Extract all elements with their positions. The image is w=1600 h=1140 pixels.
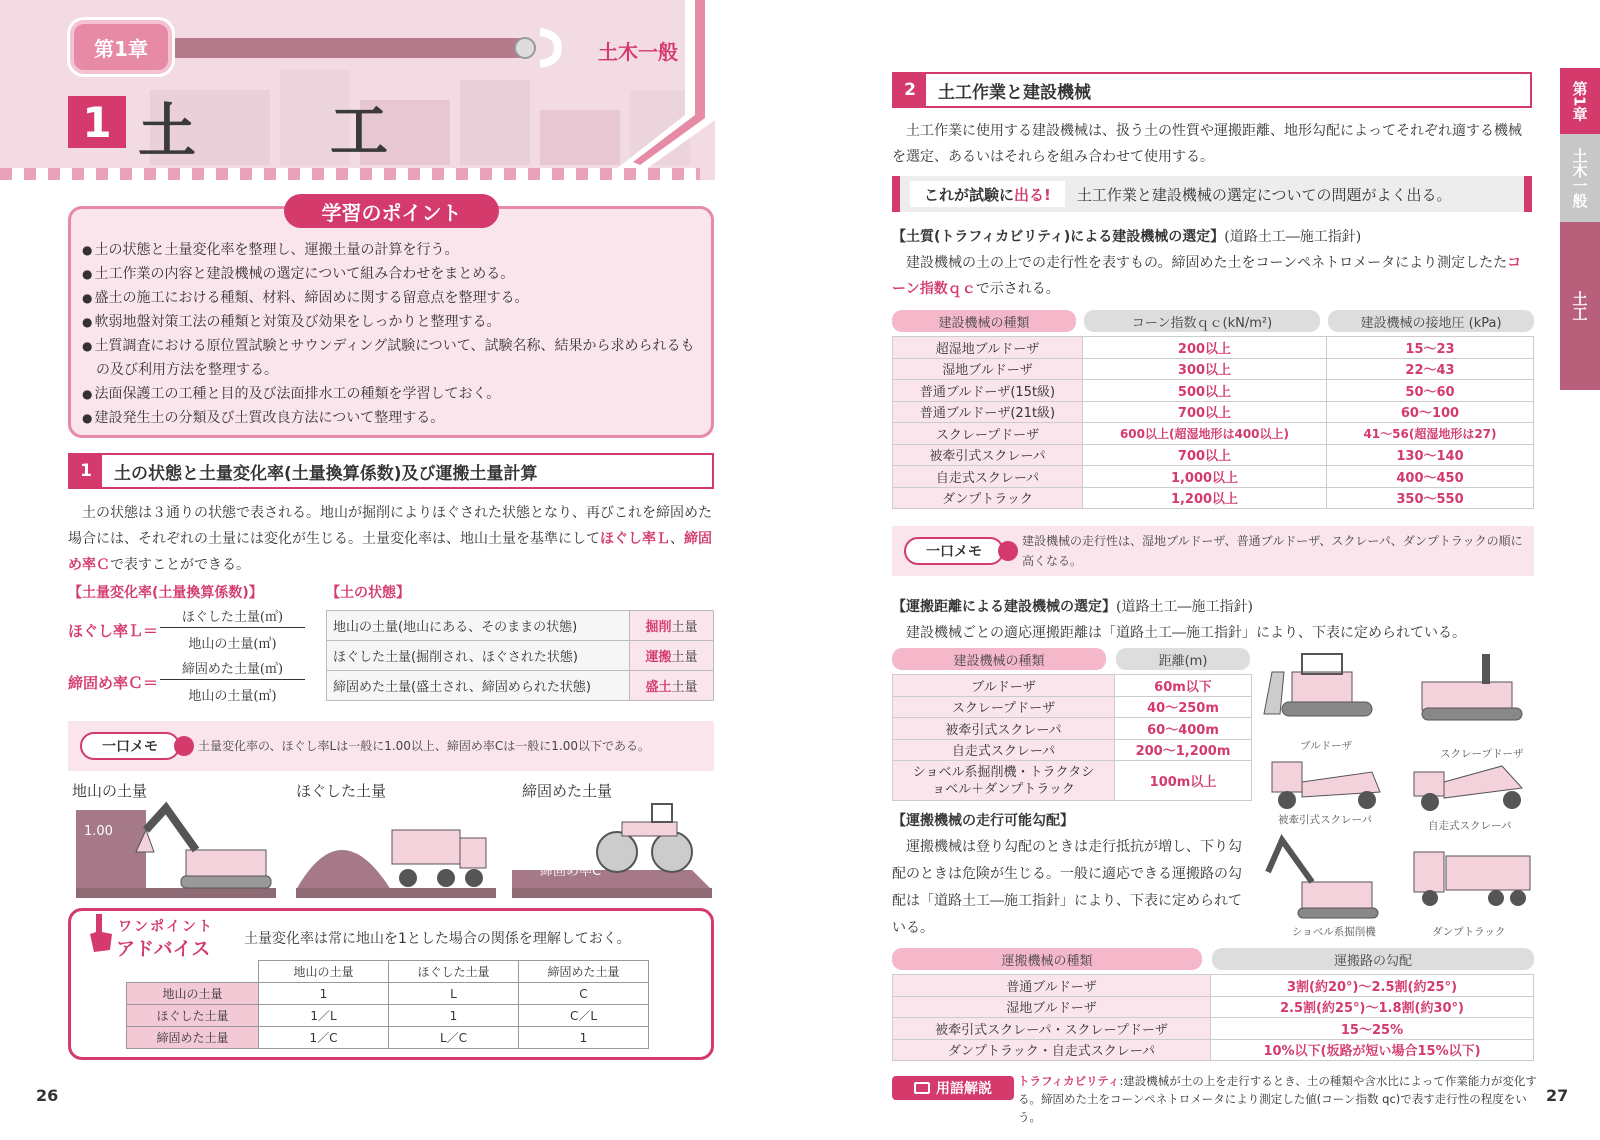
table-row: 普通ブルドーザ(21t級) 700以上 60～100 (893, 401, 1534, 423)
point-item: ● 法面保護工の工種と目的及び法面排水工の種類を学習しておく。 (82, 382, 707, 406)
exam-text: 土工作業と建設機械の選定についての問題がよく出る。 (1076, 185, 1452, 204)
connector-icon (512, 26, 562, 72)
table-row: 被牽引式スクレーパ 700以上 130～140 (893, 444, 1534, 466)
point-item: ● 盛土の施工における種類、材料、締固めに関する留意点を整理する。 (82, 286, 707, 310)
table-row: ダンプトラック 1,200以上 350～550 (893, 487, 1534, 509)
book-icon (914, 1082, 930, 1094)
ratio-heading: 【土量変化率(土量換算係数)】 (68, 585, 263, 601)
table-row: スクレープドーザ 600以上(超湿地形は400以上) 41～56(超湿地形は27) (893, 423, 1534, 445)
excavator-icon (1268, 840, 1378, 918)
state-key: 運搬土量 (630, 641, 714, 671)
slope-table (892, 974, 1534, 1061)
state-key: 掘削土量 (630, 611, 714, 641)
distance-col-dist: 距離(m) (1116, 648, 1250, 670)
distance-table (892, 674, 1252, 801)
chapter-label: 第1章 (70, 20, 172, 74)
machine-label: 被牽引式スクレーパ (1278, 814, 1372, 826)
state-desc: 締固めた土量(盛土され、締固められた状態) (327, 671, 630, 701)
side-tab-category: 土木一般 (1560, 134, 1600, 222)
ratio-l-denominator: 地山の土量(㎥) (188, 637, 277, 652)
exam-tag: これが試験に 出る! (910, 181, 1065, 207)
table-row: 被牽引式スクレーパ・スクレープドーザ 15～25% (893, 1018, 1534, 1040)
distance-col-type: 建設機械の種類 (892, 648, 1106, 670)
machine-illustrations (1262, 652, 1542, 942)
highlight-cone-index: コーン指数ｑｃ (892, 255, 1522, 297)
ratio-c-label: 締固め率Ｃ＝ (68, 674, 159, 692)
table-row: ショベル系掘削機・トラクタショベル＋ダンプトラック 100m以上 (893, 761, 1252, 801)
page-number-left: 26 (36, 1086, 59, 1105)
table-row (327, 671, 714, 701)
memo-tag: 一口メモ (80, 732, 180, 760)
state-desc: 地山の土量(地山にある、そのままの状態) (327, 611, 630, 641)
pointing-hand-icon (86, 912, 116, 954)
highlight-loosening-ratio: ほぐし率Ｌ (600, 531, 670, 547)
advice-tag-top: ワンポイント (118, 919, 214, 935)
memo-text: 土量変化率の、ほぐし率Lは一般に1.00以上、締固め率Cは一般に1.00以下である。 (198, 739, 651, 753)
scrapedozer-icon (1422, 654, 1522, 720)
ratio-c-numerator: 締固めた土量(㎥) (160, 658, 305, 680)
table-row (327, 611, 714, 641)
point-item: ● 軟弱地盤対策工法の種類と対策及び効果をしっかりと整理する。 (82, 310, 707, 334)
row-label: 地山の土量 (127, 983, 259, 1005)
soil-state-table (326, 610, 714, 701)
illus-title-compacted: 締固めた土量 (522, 782, 613, 800)
glossary-text: トラフィカビリティ:建設機械が土の上を走行するとき、土の種類や含水比によって作業能力が変化する。締固めた土をコーンペネトロメータにより測定した値(コーン指数 qc)で表す走行性の程度をいう。 (1018, 1074, 1537, 1124)
machine-label: ダンプトラック (1432, 926, 1506, 938)
table-row (127, 961, 649, 983)
side-tab-topic: 土工 (1560, 222, 1600, 390)
section1-heading (68, 453, 714, 489)
machine-label: ショベル系掘削機 (1292, 926, 1376, 938)
point-item: ● 土質調査における原位置試験とサウンディング試験について、試験名称、結果から求められるもの及び利用方法を整理する。 (82, 334, 707, 382)
illus-label-loose: ほぐし率L (315, 838, 375, 853)
column-header: 地山の土量 (259, 961, 389, 983)
traffic-col-type: 建設機械の種類 (892, 310, 1076, 332)
table-row: 自走式スクレーパ 200～1,200m (893, 739, 1252, 761)
machine-label: スクレープドーザ (1440, 748, 1524, 760)
section1-title: 土の状態と土量変化率(土量換算係数)及び運搬土量計算 (114, 463, 538, 484)
dump-truck-icon (1414, 852, 1530, 906)
page-number-right: 27 (1546, 1086, 1569, 1105)
section2-title: 土工作業と建設機械 (938, 82, 1091, 103)
traffic-paragraph: 建設機械の土の上での走行性を表すもの。締固めた土をコーンペネトロメータにより測定したたコーン指数ｑｃで示される。 (892, 255, 1522, 297)
category-title: 土木一般 (598, 40, 678, 64)
traffic-col-pressure: 建設機械の接地圧 (kPa) (1328, 310, 1534, 332)
state-key: 盛土土量 (630, 671, 714, 701)
learning-points-title: 学習のポイント (284, 194, 499, 228)
table-row (327, 641, 714, 671)
table-row: スクレープドーザ 40～250m (893, 696, 1252, 718)
distance-paragraph: 建設機械ごとの適応運搬距離は「道路土工―施工指針」により、下表に定められている。 (906, 625, 1466, 641)
table-row: ブルドーザ 60m以下 (893, 675, 1252, 697)
table-row: 普通ブルドーザ(15t級) 500以上 50～60 (893, 380, 1534, 402)
table-row: 湿地ブルドーザ 2.5割(約25°)～1.8割(約30°) (893, 996, 1534, 1018)
traffic-table (892, 336, 1534, 509)
bulldozer-icon (1264, 654, 1372, 716)
table-row: 超湿地ブルドーザ 200以上 15～23 (893, 337, 1534, 359)
state-desc: ほぐした土量(掘削され、ほぐされた状態) (327, 641, 630, 671)
table-row: 自走式スクレーパ 1,000以上 400～450 (893, 466, 1534, 488)
point-item: ● 土の状態と土量変化率を整理し、運搬土量の計算を行う。 (82, 238, 707, 262)
table-row: 地山の土量 1 L C (127, 983, 649, 1005)
row-label: ほぐした土量 (127, 1005, 259, 1027)
illus-title-ground: 地山の土量 (72, 782, 148, 800)
memo-box (68, 721, 714, 771)
advice-tag-bottom: アドバイス (116, 938, 211, 960)
roller-illustration (512, 800, 712, 898)
memo-text: 建設機械の走行性は、湿地ブルドーザ、普通ブルドーザ、スクレーパ、ダンプトラックの順に高くなる。 (1022, 534, 1523, 568)
slope-col-type: 運搬機械の種類 (892, 948, 1202, 970)
motor-scraper-icon (1414, 766, 1522, 811)
section2-intro: 土工作業に使用する建設機械は、扱う土の性質や運搬距離、地形勾配によってそれぞれ適する機械を選定、あるいはそれらを組み合わせて使用する。 (892, 123, 1522, 165)
point-item: ● 建設発生土の分類及び土質改良方法について整理する。 (82, 406, 707, 430)
slope-paragraph: 運搬機械は登り勾配のときは走行抵抗が増し、下り勾配のときは危険が生じる。一般に適応できる運搬路の勾配は「道路土工―施工指針」により、下表に定められている。 (892, 839, 1242, 936)
learning-points-list (82, 238, 707, 430)
illus-label-ground: 1.00 (84, 824, 113, 839)
excavator-illustration (76, 800, 276, 898)
chapter-bar (170, 38, 530, 58)
section1-number: 1 (70, 455, 102, 487)
glossary-tag: 用語解説 (892, 1076, 1014, 1100)
table-row: ほぐした土量 1／L 1 C／L (127, 1005, 649, 1027)
slope-heading: 【運搬機械の走行可能勾配】 (892, 813, 1074, 829)
memo-tag: 一口メモ (904, 537, 1004, 565)
section2-heading (892, 72, 1532, 108)
column-header: 締固めた土量 (519, 961, 649, 983)
traffic-col-cone: コーン指数ｑｃ(kN/m²) (1084, 310, 1320, 332)
state-heading: 【土の状態】 (326, 585, 410, 601)
advice-table (126, 960, 649, 1049)
checker-border (0, 168, 700, 180)
illus-label-compacted: 締固め率C (540, 864, 602, 879)
column-header: ほぐした土量 (389, 961, 519, 983)
table-row: ダンプトラック・自走式スクレーパ 10%以下(坂路が短い場合15%以下) (893, 1039, 1534, 1061)
distance-heading: 【運搬距離による建設機械の選定】(道路土工―施工指針) (892, 599, 1253, 615)
machine-label: ブルドーザ (1300, 740, 1353, 752)
ratio-l-label: ほぐし率Ｌ＝ (68, 622, 159, 640)
ratio-c-denominator: 地山の土量(㎥) (188, 689, 277, 704)
memo-box-right (892, 526, 1534, 576)
machine-label: 自走式スクレーパ (1428, 820, 1512, 832)
section-number: 1 (68, 96, 126, 148)
row-label: 締固めた土量 (127, 1027, 259, 1049)
towed-scraper-icon (1272, 762, 1380, 809)
advice-text: 土量変化率は常に地山を1とした場合の関係を理解しておく。 (244, 931, 631, 947)
section2-number: 2 (894, 74, 926, 106)
illus-title-loose: ほぐした土量 (296, 782, 387, 800)
table-row: 締固めた土量 1／C L／C 1 (127, 1027, 649, 1049)
point-item: ● 土工作業の内容と建設機械の選定について組み合わせをまとめる。 (82, 262, 707, 286)
ratio-l-numerator: ほぐした土量(㎥) (160, 606, 305, 628)
page-title: 土 工 (138, 97, 427, 165)
section1-paragraph: 土の状態は３通りの状態で表される。地山が掘削によりほぐされた状態となり、再びこれを締固めた場合には、それぞれの土量には変化が生じる。土量変化率は、地山土量を基準にしてほぐし率Ｌ、締固め率Ｃで表すことができる。 (68, 505, 712, 573)
highlight-compaction-ratio: 締固め率Ｃ (68, 531, 712, 573)
side-tab-chapter: 第1章 (1560, 68, 1600, 134)
exam-band (892, 176, 1532, 212)
table-row: 被牽引式スクレーパ 60～400m (893, 718, 1252, 740)
table-row: 普通ブルドーザ 3割(約20°)～2.5割(約25°) (893, 975, 1534, 997)
traffic-heading: 【土質(トラフィカビリティ)による建設機械の選定】(道路土工―施工指針) (892, 229, 1362, 245)
table-row: 湿地ブルドーザ 300以上 22～43 (893, 358, 1534, 380)
slope-col-grade: 運搬路の勾配 (1212, 948, 1534, 970)
